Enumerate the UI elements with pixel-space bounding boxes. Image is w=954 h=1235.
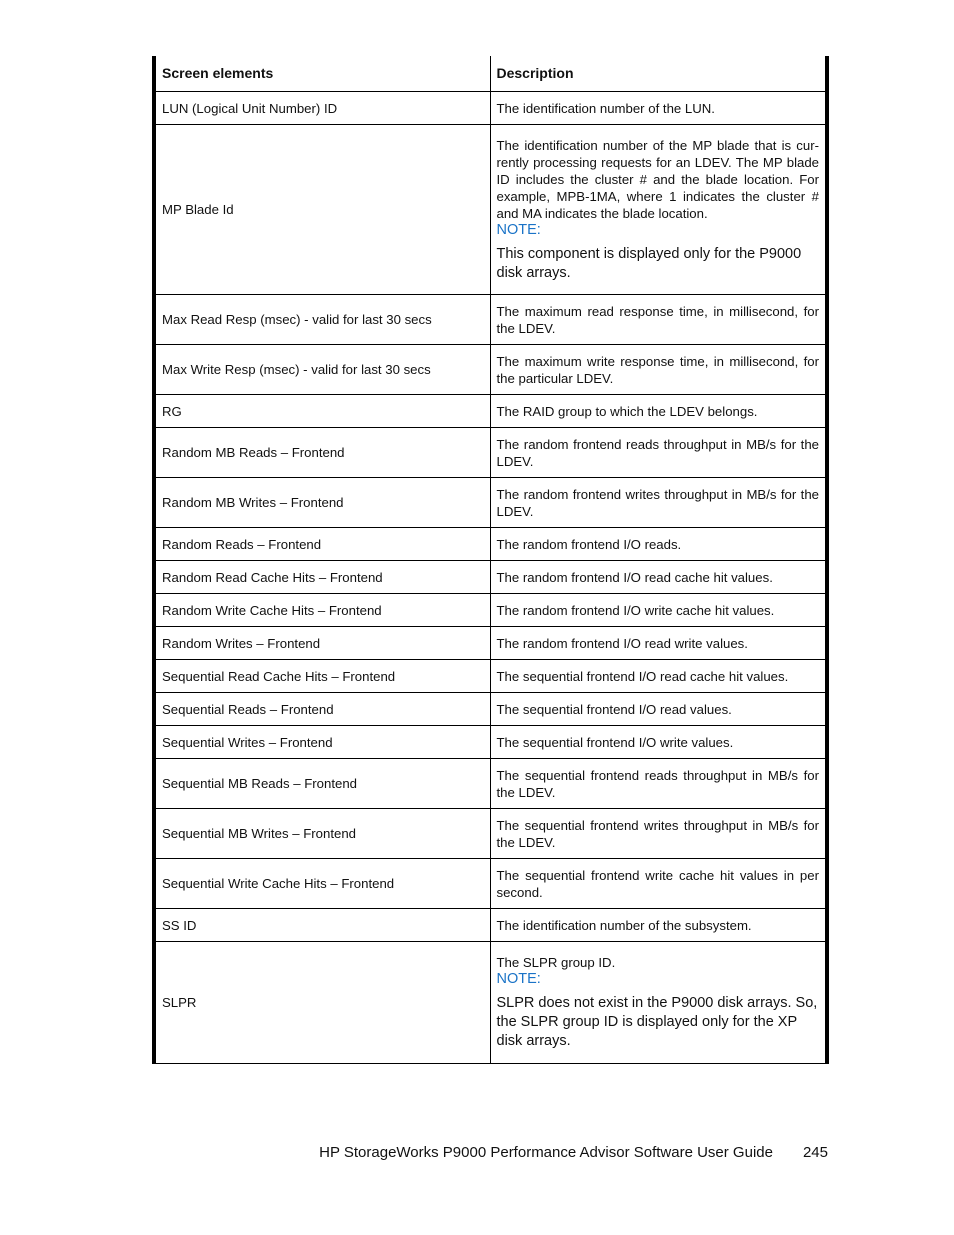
screen-element-cell: Sequential MB Reads – Frontend — [156, 759, 490, 809]
description-cell — [490, 660, 825, 693]
screen-element-cell: Sequential Read Cache Hits – Frontend — [156, 660, 490, 693]
description-text: The sequential frontend I/O read cache hit values. — [496, 668, 789, 684]
description-cell — [490, 92, 825, 125]
description-text: The random frontend I/O read cache hit values. — [496, 569, 773, 585]
description-text: The random frontend I/O reads. — [496, 536, 682, 552]
screen-element-cell: Sequential MB Writes – Frontend — [156, 809, 490, 859]
description-text: The maximum read response time, in millisecond, for the LDEV. — [496, 303, 819, 336]
description-cell — [490, 809, 825, 859]
description-cell — [490, 528, 825, 561]
screen-element-cell: Random Write Cache Hits – Frontend — [156, 594, 490, 627]
table-row — [156, 478, 825, 528]
table-row — [156, 859, 825, 909]
description-text: The identification number of the MP blade that is cur-rently processing requests for an LDEV. The MP blade ID includes the cluster # and the blade location. For example, MPB-1MA, where 1 indicates the cluster # and MA indicates the blade location. — [496, 137, 819, 221]
screen-element-cell: SLPR — [156, 942, 490, 1064]
description-cell — [490, 345, 825, 395]
screen-element-cell: Random Writes – Frontend — [156, 627, 490, 660]
screen-element-cell: Sequential Write Cache Hits – Frontend — [156, 859, 490, 909]
table-row — [156, 909, 825, 942]
table-row — [156, 125, 825, 295]
note-label: NOTE: — [496, 221, 541, 238]
note-text: This component is displayed only for the P9000 disk arrays. — [496, 245, 802, 281]
screen-element-cell: Sequential Reads – Frontend — [156, 693, 490, 726]
description-text: The random frontend writes throughput in MB/s for the LDEV. — [496, 486, 819, 519]
screen-element-cell: Random MB Reads – Frontend — [156, 428, 490, 478]
description-text: The sequential frontend I/O write values. — [496, 734, 734, 750]
table-row — [156, 561, 825, 594]
table-row — [156, 528, 825, 561]
table-row — [156, 345, 825, 395]
screen-elements-table — [152, 56, 829, 1064]
description-text: The RAID group to which the LDEV belongs. — [496, 403, 758, 419]
description-text: The sequential frontend writes throughput in MB/s for the LDEV. — [496, 817, 819, 850]
description-text: The random frontend reads throughput in MB/s for the LDEV. — [496, 436, 819, 469]
description-cell — [490, 726, 825, 759]
description-cell — [490, 942, 825, 1064]
description-cell — [490, 627, 825, 660]
description-cell — [490, 295, 825, 345]
screen-element-cell: SS ID — [156, 909, 490, 942]
description-cell — [490, 693, 825, 726]
table-row — [156, 428, 825, 478]
description-text: The maximum write response time, in millisecond, for the particular LDEV. — [496, 353, 819, 386]
description-text: The sequential frontend I/O read values. — [496, 701, 732, 717]
description-text: The random frontend I/O read write values. — [496, 635, 748, 651]
table-row — [156, 92, 825, 125]
table-header-row — [156, 56, 825, 92]
screen-element-cell: Random MB Writes – Frontend — [156, 478, 490, 528]
table-row — [156, 594, 825, 627]
screen-element-cell: Sequential Writes – Frontend — [156, 726, 490, 759]
table-row — [156, 809, 825, 859]
description-cell — [490, 428, 825, 478]
header-description: Description — [490, 56, 825, 92]
page-number: 245 — [802, 1144, 828, 1161]
table-row — [156, 627, 825, 660]
table-row — [156, 759, 825, 809]
description-text: The sequential frontend write cache hit values in per second. — [496, 867, 819, 900]
description-cell — [490, 909, 825, 942]
description-cell — [490, 395, 825, 428]
description-text: The identification number of the LUN. — [496, 100, 715, 116]
table-row — [156, 693, 825, 726]
screen-element-cell: LUN (Logical Unit Number) ID — [156, 92, 490, 125]
header-screen-elements: Screen elements — [156, 56, 490, 92]
description-text: The sequential frontend reads throughput in MB/s for the LDEV. — [496, 767, 819, 800]
description-cell — [490, 859, 825, 909]
note-text: SLPR does not exist in the P9000 disk arrays. So, the SLPR group ID is displayed only for the XP disk arrays. — [496, 995, 818, 1049]
guide-title: HP StorageWorks P9000 Performance Advisor Software User Guide — [319, 1144, 773, 1161]
table-row — [156, 295, 825, 345]
screen-element-cell: RG — [156, 395, 490, 428]
description-text: The random frontend I/O write cache hit values. — [496, 602, 775, 618]
description-text: The identification number of the subsystem. — [496, 917, 752, 933]
table-row — [156, 726, 825, 759]
description-cell — [490, 125, 825, 295]
description-cell — [490, 561, 825, 594]
table-row — [156, 395, 825, 428]
screen-element-cell: MP Blade Id — [156, 125, 490, 295]
note-label: NOTE: — [496, 971, 541, 987]
description-cell — [490, 759, 825, 809]
description-text: The SLPR group ID. — [496, 955, 616, 970]
screen-element-cell: Max Read Resp (msec) - valid for last 30 secs — [156, 295, 490, 345]
description-cell — [490, 478, 825, 528]
screen-element-cell: Random Read Cache Hits – Frontend — [156, 561, 490, 594]
screen-element-cell: Random Reads – Frontend — [156, 528, 490, 561]
page-footer — [0, 1144, 828, 1161]
description-cell — [490, 594, 825, 627]
screen-element-cell: Max Write Resp (msec) - valid for last 30 secs — [156, 345, 490, 395]
table-row — [156, 942, 825, 1064]
table-row — [156, 660, 825, 693]
